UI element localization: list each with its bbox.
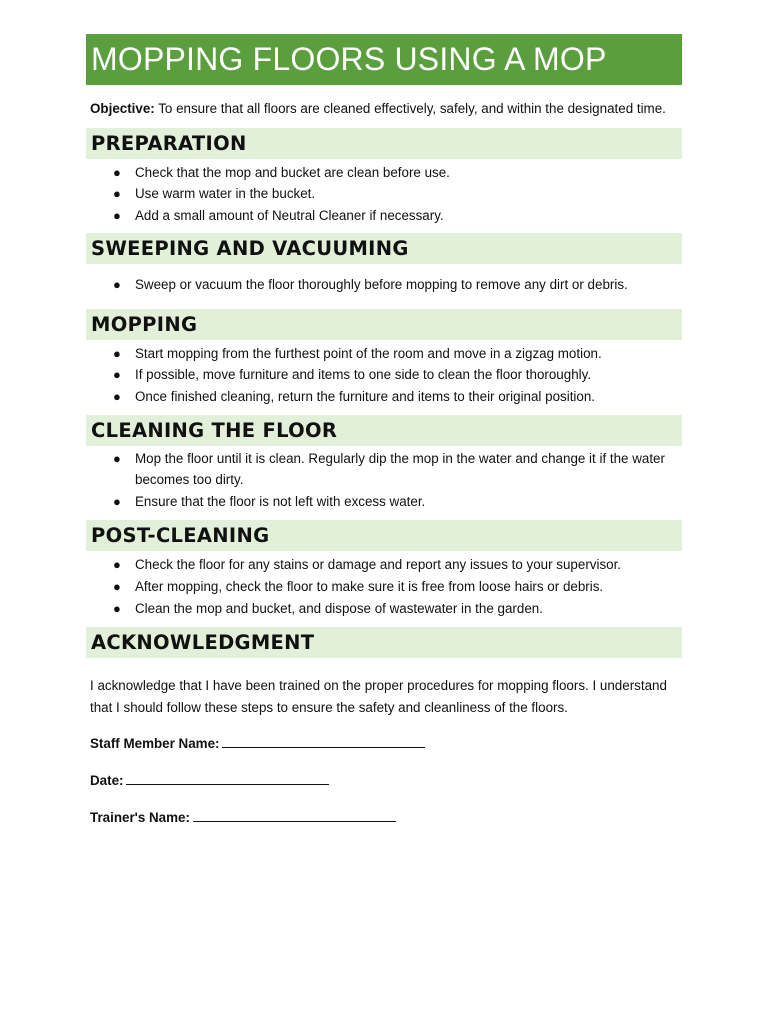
staff-member-name-blank[interactable]: [222, 734, 425, 748]
list-item-text: Clean the mop and bucket, and dispose of wastewater in the garden.: [135, 600, 543, 616]
section-heading-sweeping: SWEEPING AND VACUUMING: [86, 233, 682, 264]
bullet-icon: ●: [113, 164, 121, 180]
bullet-icon: ●: [113, 557, 121, 573]
list-item: [86, 448, 665, 491]
section-heading-post-cleaning: POST-CLEANING: [86, 520, 682, 551]
list-item: [86, 274, 665, 296]
list-item: [86, 576, 665, 598]
list-item: [86, 343, 665, 365]
list-item-text: Mop the floor until it is clean. Regularly dip the mop in the water and change it if the water becomes too dirty.: [135, 450, 665, 488]
section-heading-cleaning-the-floor: CLEANING THE FLOOR: [86, 415, 682, 446]
trainer-name-blank[interactable]: [193, 808, 396, 822]
objective-text: To ensure that all floors are cleaned effectively, safely, and within the designated time.: [154, 101, 666, 116]
bullet-icon: ●: [113, 579, 121, 595]
bullet-icon: ●: [113, 493, 121, 509]
date-label: Date:: [90, 773, 124, 788]
list-item: [86, 598, 665, 620]
trainer-name-line: [90, 807, 682, 829]
bullet-icon: ●: [113, 367, 121, 383]
bullet-icon: ●: [113, 450, 121, 466]
document-title: MOPPING FLOORS USING A MOP: [86, 34, 682, 85]
objective-paragraph: [90, 98, 670, 120]
bullet-icon: ●: [113, 600, 121, 616]
section-heading-acknowledgment: ACKNOWLEDGMENT: [86, 627, 682, 658]
date-line: [90, 770, 682, 792]
bullet-icon: ●: [113, 207, 121, 223]
sweeping-list: [86, 274, 682, 296]
date-blank[interactable]: [126, 771, 329, 785]
trainer-name-label: Trainer's Name:: [90, 809, 190, 825]
document-page: [86, 34, 682, 828]
list-item: [86, 554, 665, 576]
list-item: [86, 183, 665, 205]
list-item-text: Check that the mop and bucket are clean before use.: [135, 164, 450, 180]
section-heading-preparation: PREPARATION: [86, 128, 682, 159]
list-item: [86, 205, 665, 227]
staff-member-name-label: Staff Member Name:: [90, 736, 220, 752]
list-item-text: Start mopping from the furthest point of the room and move in a zigzag motion.: [135, 345, 602, 361]
list-item: [86, 386, 665, 408]
list-item-text: Sweep or vacuum the floor thoroughly before mopping to remove any dirt or debris.: [135, 277, 628, 293]
bullet-icon: ●: [113, 186, 121, 202]
cleaning-list: [86, 448, 682, 513]
list-item-text: Add a small amount of Neutral Cleaner if necessary.: [135, 207, 444, 223]
preparation-list: [86, 162, 682, 227]
bullet-icon: ●: [113, 277, 121, 293]
objective-label: Objective:: [90, 101, 155, 116]
acknowledgment-paragraph: I acknowledge that I have been trained on the proper procedures for mopping floors. I understand that I should follow these steps to ensure the safety and cleanliness of the floors.: [90, 678, 667, 715]
section-heading-mopping: MOPPING: [86, 309, 682, 340]
list-item: [86, 162, 665, 184]
list-item: [86, 491, 665, 513]
staff-member-name-line: [90, 733, 682, 755]
mopping-list: [86, 343, 682, 408]
list-item-text: Check the floor for any stains or damage and report any issues to your supervisor.: [135, 557, 622, 573]
list-item-text: After mopping, check the floor to make sure it is free from loose hairs or debris.: [135, 579, 604, 595]
list-item-text: Once finished cleaning, return the furniture and items to their original position.: [135, 389, 596, 405]
post-cleaning-list: [86, 554, 682, 619]
list-item: [86, 364, 665, 386]
list-item-text: Ensure that the floor is not left with excess water.: [135, 493, 426, 509]
list-item-text: If possible, move furniture and items to one side to clean the floor thoroughly.: [135, 367, 592, 383]
list-item-text: Use warm water in the bucket.: [135, 186, 316, 202]
bullet-icon: ●: [113, 345, 121, 361]
bullet-icon: ●: [113, 389, 121, 405]
